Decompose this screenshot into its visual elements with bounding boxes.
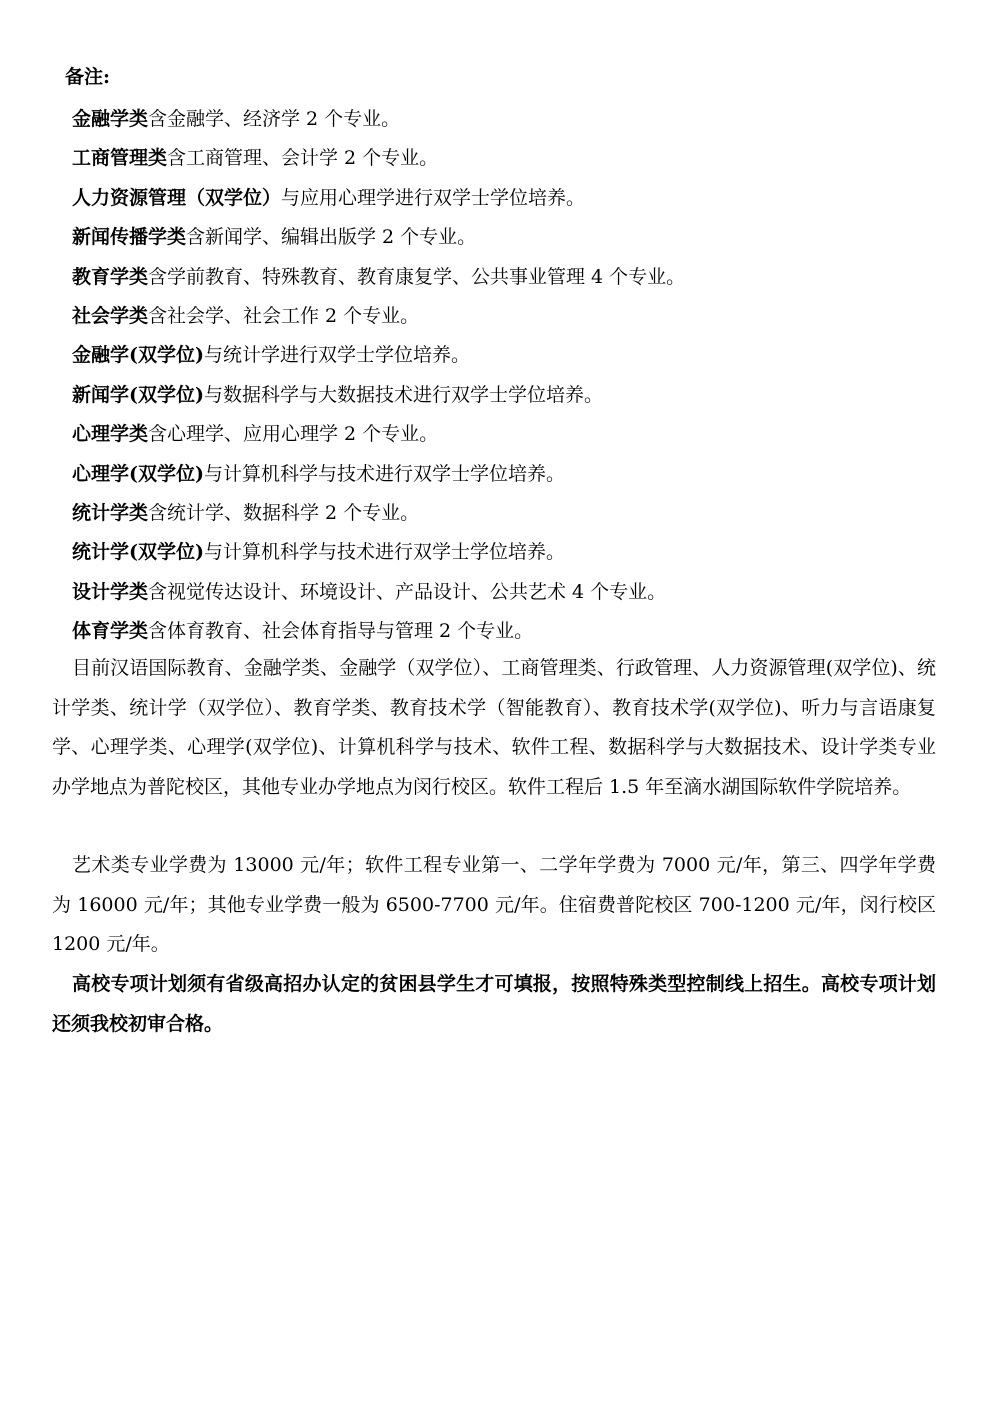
note-term: 统计学类 xyxy=(72,502,149,525)
note-term: 金融学(双学位) xyxy=(72,344,204,367)
note-desc: 与应用心理学进行双学士学位培养。 xyxy=(281,186,586,209)
note-item xyxy=(72,179,952,218)
note-desc: 含体育教育、社会体育指导与管理 2 个专业。 xyxy=(148,620,534,643)
note-term: 新闻学(双学位) xyxy=(72,383,204,406)
note-item xyxy=(72,139,952,178)
note-term: 社会学类 xyxy=(72,305,149,328)
note-item xyxy=(72,415,952,454)
tuition-fees-paragraph: 艺术类专业学费为 13000 元/年；软件工程专业第一、二学年学费为 7000 元/年，第三、四学年学费为 16000 元/年；其他专业学费一般为 6500-7700 元/年。住宿费普陀校区 700-1200 元/年，闵行校区 1200 元/年。 xyxy=(52,854,936,956)
special-plan-paragraph: 高校专项计划须有省级高招办认定的贫困县学生才可填报，按照特殊类型控制线上招生。高校专项计划还须我校初审合格。 xyxy=(52,973,936,1035)
note-desc: 含学前教育、特殊教育、教育康复学、公共事业管理 4 个专业。 xyxy=(148,265,686,288)
note-item xyxy=(72,455,952,494)
note-item xyxy=(72,573,952,612)
note-item xyxy=(72,612,952,651)
note-term: 统计学(双学位) xyxy=(72,541,204,564)
note-desc: 含心理学、应用心理学 2 个专业。 xyxy=(148,423,439,446)
note-desc: 与统计学进行双学士学位培养。 xyxy=(203,344,470,367)
note-term: 体育学类 xyxy=(72,620,149,643)
note-item xyxy=(72,218,952,257)
note-desc: 与计算机科学与技术进行双学士学位培养。 xyxy=(203,541,565,564)
note-term: 人力资源管理（双学位） xyxy=(72,186,282,209)
note-term: 新闻传播学类 xyxy=(72,226,187,249)
note-item xyxy=(72,336,952,375)
note-desc: 含新闻学、编辑出版学 2 个专业。 xyxy=(186,226,477,249)
note-desc: 含工商管理、会计学 2 个专业。 xyxy=(167,147,439,170)
campus-location-paragraph: 目前汉语国际教育、金融学类、金融学（双学位）、工商管理类、行政管理、人力资源管理(双学位)、统计学类、统计学（双学位）、教育学类、教育技术学（智能教育）、教育技术学(双学位)、听力与言语康复学、心理学类、心理学(双学位)、计算机科学与技术、软件工程、数据科学与大数据技术、设计学类专业办学地点为普陀校区，其他专业办学地点为闵行校区。软件工程后 1.5 年至滴水湖国际软件学院培养。 xyxy=(52,657,936,798)
notes-list xyxy=(72,100,952,652)
note-item xyxy=(72,533,952,572)
note-term: 心理学(双学位) xyxy=(72,462,204,485)
note-desc: 含金融学、经济学 2 个专业。 xyxy=(148,108,401,130)
note-item xyxy=(72,258,952,297)
note-item xyxy=(72,494,952,533)
note-desc: 与计算机科学与技术进行双学士学位培养。 xyxy=(203,462,565,485)
note-term: 心理学类 xyxy=(72,423,149,446)
notes-heading: 备注: xyxy=(65,66,111,88)
note-desc: 含社会学、社会工作 2 个专业。 xyxy=(148,305,420,328)
note-desc: 含统计学、数据科学 2 个专业。 xyxy=(148,502,420,525)
note-item xyxy=(72,100,952,139)
note-item xyxy=(72,376,952,415)
note-item xyxy=(72,297,952,336)
note-desc: 含视觉传达设计、环境设计、产品设计、公共艺术 4 个专业。 xyxy=(148,580,667,603)
note-term: 工商管理类 xyxy=(72,147,168,170)
note-desc: 与数据科学与大数据技术进行双学士学位培养。 xyxy=(203,383,603,406)
note-term: 教育学类 xyxy=(72,265,149,288)
note-term: 设计学类 xyxy=(72,580,149,603)
note-term: 金融学类 xyxy=(72,108,149,130)
